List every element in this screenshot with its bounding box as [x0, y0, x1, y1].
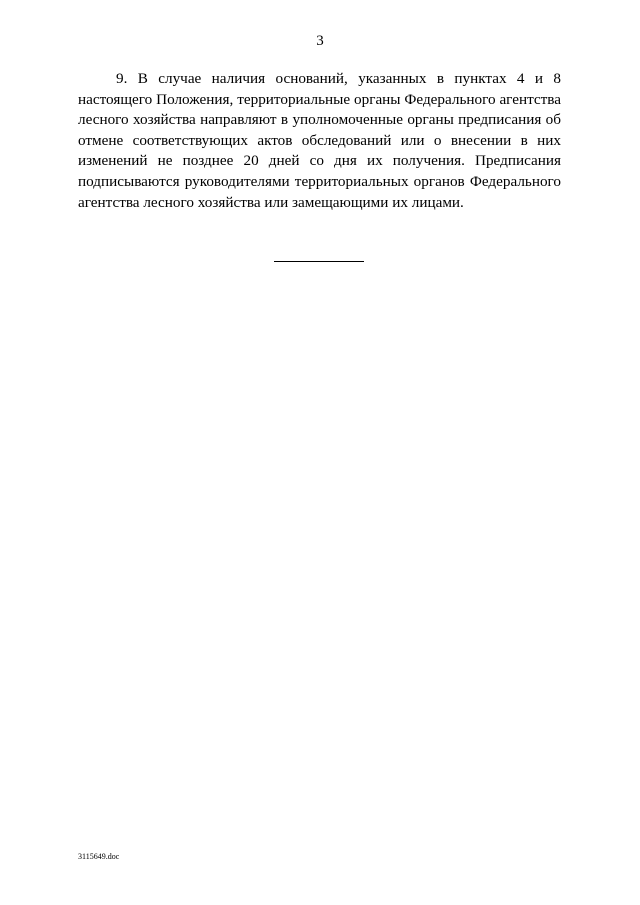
end-divider-line — [274, 261, 364, 262]
body-paragraph: 9. В случае наличия оснований, указанных в пунктах 4 и 8 настоящего Положения, территориальные органы Федерального агентства лесного хозяйства направляют в уполномоченные органы предписания об отмене соответствующих актов обследований или о внесении в них изменений не позднее 20 дней со дня их получения. Предписания подписываются руководителями территориальных органов Федерального агентства лесного хозяйства или замещающими их лицами. — [78, 70, 561, 211]
document-file-id: 3115649.doc — [78, 852, 120, 861]
page-number: 3 — [316, 33, 324, 49]
